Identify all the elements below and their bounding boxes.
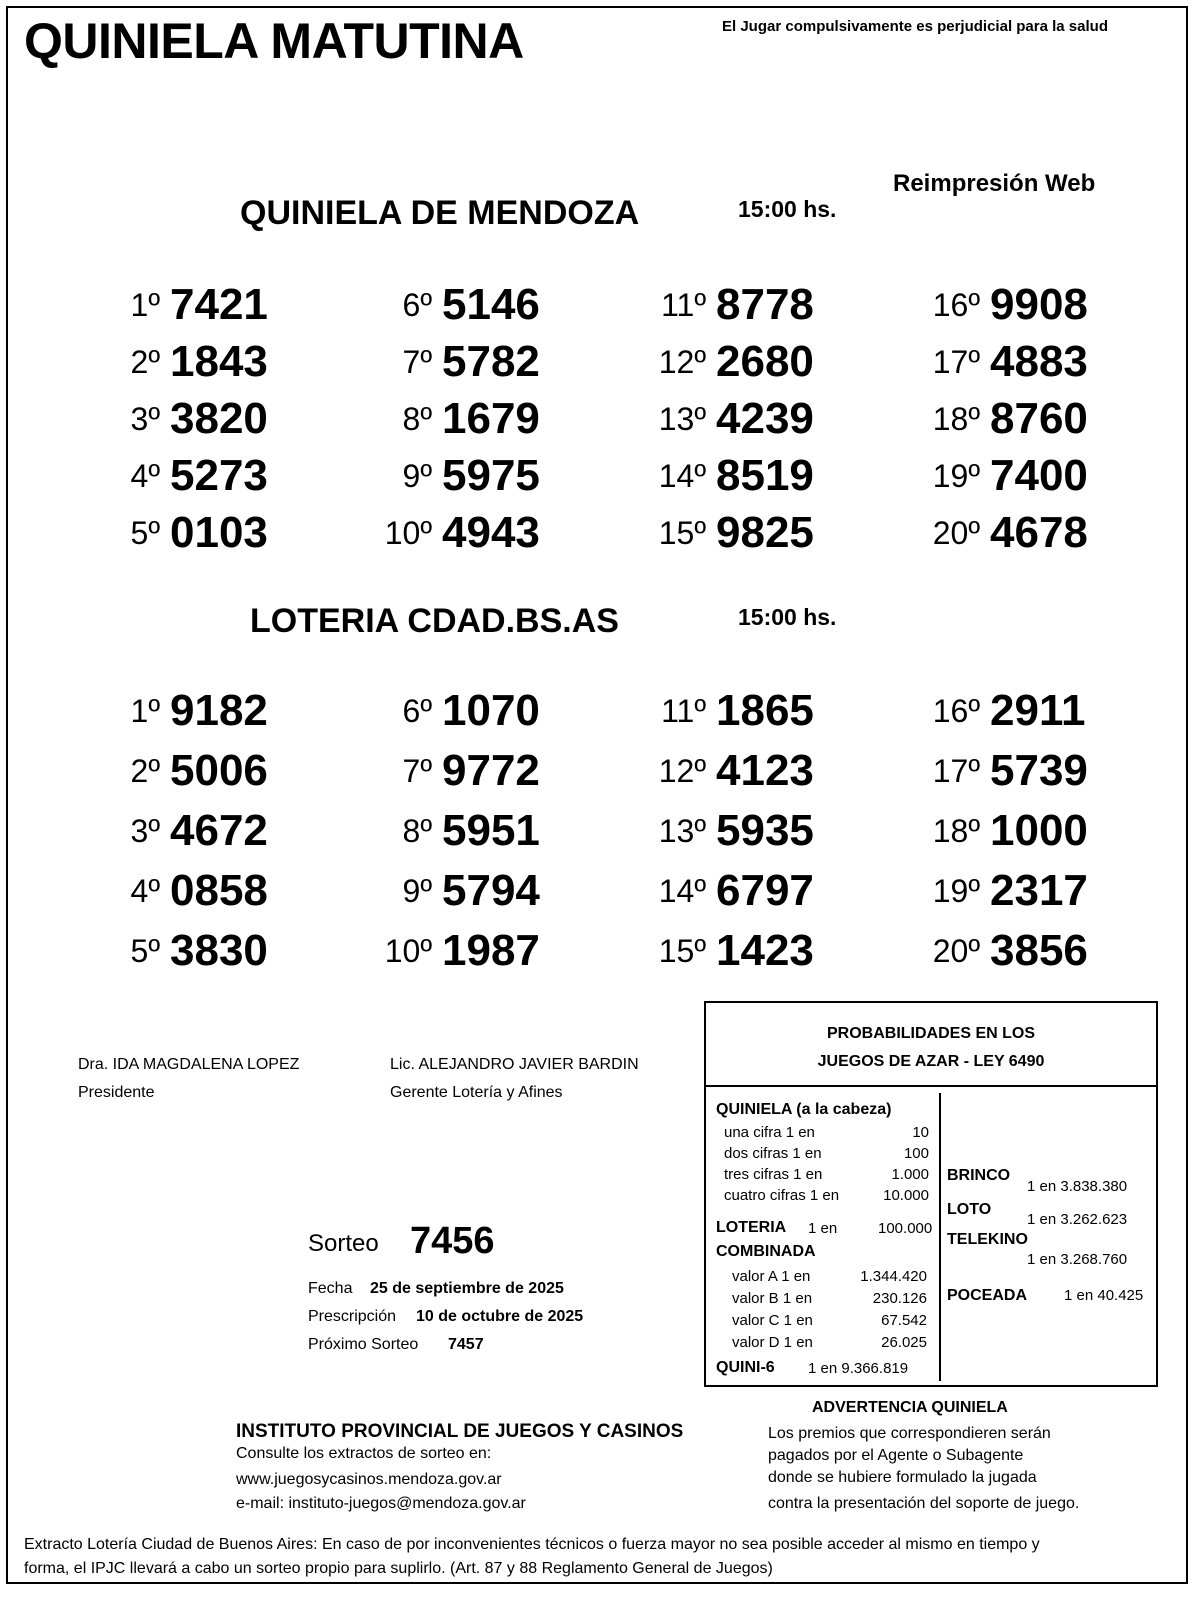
prob-row-label: valor B 1 en bbox=[732, 1290, 813, 1307]
brinco-prob-label: BRINCO bbox=[947, 1167, 1011, 1184]
main-title: QUINIELA MATUTINA bbox=[24, 13, 524, 69]
result-position: 17º bbox=[932, 344, 980, 380]
prob-row-value: 10 bbox=[912, 1124, 929, 1141]
result-number: 3830 bbox=[170, 926, 268, 975]
result-number: 4672 bbox=[170, 806, 268, 855]
result-cell bbox=[620, 678, 860, 736]
prob-row-label: dos cifras 1 en bbox=[724, 1145, 822, 1162]
prob-row-label: valor D 1 en bbox=[732, 1334, 813, 1351]
brinco-prob-value: 1 en 3.838.380 bbox=[1027, 1178, 1128, 1195]
result-number: 2911 bbox=[990, 686, 1086, 735]
result-position: 13º bbox=[658, 813, 706, 849]
result-number: 4883 bbox=[990, 337, 1088, 386]
result-number: 4943 bbox=[442, 508, 540, 557]
result-position: 10º bbox=[384, 515, 432, 551]
telekino-prob-value: 1 en 3.268.760 bbox=[1027, 1251, 1128, 1268]
result-cell bbox=[894, 500, 1134, 558]
result-position: 19º bbox=[932, 873, 980, 909]
result-position: 20º bbox=[932, 515, 980, 551]
advertencia-line-4: contra la presentación del soporte de juego. bbox=[768, 1495, 1080, 1512]
prob-row-label: una cifra 1 en bbox=[724, 1124, 815, 1141]
loto-prob-label: LOTO bbox=[947, 1201, 992, 1218]
result-number: 8778 bbox=[716, 280, 814, 329]
result-number: 2317 bbox=[990, 866, 1088, 915]
proximo-sorteo-label: Próximo Sorteo bbox=[308, 1336, 419, 1353]
result-number: 6797 bbox=[716, 866, 814, 915]
prob-row-value: 100 bbox=[903, 1145, 929, 1162]
quiniela-prob-title: QUINIELA (a la cabeza) bbox=[716, 1101, 892, 1118]
result-position: 4º bbox=[130, 458, 160, 494]
result-cell bbox=[894, 678, 1134, 736]
result-number: 9772 bbox=[442, 746, 540, 795]
result-cell bbox=[74, 678, 314, 736]
result-position: 6º bbox=[402, 693, 432, 729]
result-number: 8519 bbox=[716, 451, 814, 500]
result-number: 9825 bbox=[716, 508, 814, 557]
section-title-loteria-cdad: LOTERIA CDAD.BS.AS bbox=[250, 602, 619, 640]
prescripcion-value: 10 de octubre de 2025 bbox=[416, 1308, 584, 1325]
result-position: 8º bbox=[402, 813, 432, 849]
result-cell bbox=[74, 500, 314, 558]
loto-prob-value: 1 en 3.262.623 bbox=[1027, 1211, 1128, 1228]
result-position: 11º bbox=[661, 287, 706, 323]
result-cell bbox=[346, 443, 586, 501]
section-time-mendoza: 15:00 hs. bbox=[738, 196, 837, 222]
institute-consult-text: Consulte los extractos de sorteo en: bbox=[236, 1445, 492, 1462]
probabilities-column-divider bbox=[939, 1093, 941, 1381]
result-cell bbox=[894, 443, 1134, 501]
result-position: 18º bbox=[932, 401, 980, 437]
result-cell bbox=[620, 918, 860, 976]
result-number: 1000 bbox=[990, 806, 1088, 855]
result-cell bbox=[894, 272, 1134, 330]
result-number: 1423 bbox=[716, 926, 814, 975]
result-position: 9º bbox=[402, 458, 432, 494]
institute-email-link[interactable]: e-mail: instituto-juegos@mendoza.gov.ar bbox=[236, 1495, 526, 1512]
result-cell bbox=[620, 858, 860, 916]
result-number: 5975 bbox=[442, 451, 540, 500]
result-cell bbox=[346, 500, 586, 558]
result-cell bbox=[894, 738, 1134, 796]
result-position: 2º bbox=[130, 344, 160, 380]
result-position: 10º bbox=[384, 933, 432, 969]
result-number: 1865 bbox=[716, 686, 814, 735]
result-cell bbox=[620, 798, 860, 856]
result-cell bbox=[74, 858, 314, 916]
result-number: 7421 bbox=[170, 280, 268, 329]
sorteo-number: 7456 bbox=[410, 1220, 495, 1262]
result-position: 13º bbox=[658, 401, 706, 437]
result-position: 12º bbox=[658, 344, 706, 380]
loteria-prob-en: 1 en bbox=[808, 1220, 838, 1237]
probabilities-title-line1: PROBABILIDADES EN LOS bbox=[826, 1025, 1035, 1042]
advertencia-line-2: pagados por el Agente o Subagente bbox=[768, 1447, 1024, 1464]
sorteo-label: Sorteo bbox=[308, 1230, 379, 1257]
result-position: 1º bbox=[130, 693, 160, 729]
result-position: 16º bbox=[932, 287, 980, 323]
result-number: 5782 bbox=[442, 337, 540, 386]
section-time-loteria-cdad: 15:00 hs. bbox=[738, 604, 837, 630]
result-position: 16º bbox=[932, 693, 980, 729]
result-position: 20º bbox=[932, 933, 980, 969]
result-cell bbox=[74, 329, 314, 387]
prob-row-value: 10.000 bbox=[883, 1187, 929, 1204]
result-number: 1843 bbox=[170, 337, 268, 386]
prob-row-label: cuatro cifras 1 en bbox=[724, 1187, 840, 1204]
result-cell bbox=[620, 329, 860, 387]
result-cell bbox=[620, 272, 860, 330]
result-position: 8º bbox=[402, 401, 432, 437]
result-cell bbox=[74, 918, 314, 976]
result-number: 3856 bbox=[990, 926, 1088, 975]
combinada-prob-label: COMBINADA bbox=[716, 1243, 816, 1260]
result-cell bbox=[346, 272, 586, 330]
result-cell bbox=[894, 918, 1134, 976]
result-position: 7º bbox=[402, 344, 432, 380]
result-cell bbox=[74, 272, 314, 330]
result-position: 12º bbox=[658, 753, 706, 789]
result-position: 14º bbox=[658, 873, 706, 909]
prob-row-value: 230.126 bbox=[872, 1290, 927, 1307]
result-cell bbox=[346, 858, 586, 916]
result-position: 11º bbox=[661, 693, 706, 729]
probabilities-title-line2: JUEGOS DE AZAR - LEY 6490 bbox=[817, 1053, 1045, 1070]
signature-role-president: Presidente bbox=[78, 1084, 155, 1101]
result-position: 4º bbox=[130, 873, 160, 909]
result-cell bbox=[346, 386, 586, 444]
result-number: 9908 bbox=[990, 280, 1088, 329]
health-warning: El Jugar compulsivamente es perjudicial para la salud bbox=[722, 18, 1108, 35]
result-number: 5273 bbox=[170, 451, 268, 500]
prob-row-label: tres cifras 1 en bbox=[724, 1166, 823, 1183]
result-number: 4678 bbox=[990, 508, 1088, 557]
result-number: 9182 bbox=[170, 686, 268, 735]
result-cell bbox=[894, 798, 1134, 856]
result-cell bbox=[620, 500, 860, 558]
result-cell bbox=[74, 386, 314, 444]
footer-line-1: Extracto Lotería Ciudad de Buenos Aires: En caso de por inconvenientes técnicos o fuerza mayor no sea posible acceder al mismo en tiempo y bbox=[24, 1536, 1040, 1553]
telekino-prob-label: TELEKINO bbox=[947, 1231, 1028, 1248]
result-number: 1987 bbox=[442, 926, 540, 975]
prob-row-label: valor C 1 en bbox=[732, 1312, 813, 1329]
loteria-prob-label: LOTERIA bbox=[716, 1219, 787, 1236]
result-cell bbox=[620, 443, 860, 501]
result-position: 3º bbox=[130, 813, 160, 849]
prob-row-value: 26.025 bbox=[881, 1334, 927, 1351]
result-cell bbox=[894, 386, 1134, 444]
result-position: 5º bbox=[130, 933, 160, 969]
prob-row-value: 1.344.420 bbox=[860, 1268, 927, 1285]
result-position: 17º bbox=[932, 753, 980, 789]
quini6-prob-label: QUINI-6 bbox=[716, 1359, 775, 1376]
result-position: 14º bbox=[658, 458, 706, 494]
prob-row-value: 67.542 bbox=[881, 1312, 927, 1329]
advertencia-line-1: Los premios que correspondieren serán bbox=[768, 1425, 1051, 1442]
result-cell bbox=[894, 858, 1134, 916]
result-cell bbox=[346, 798, 586, 856]
result-position: 18º bbox=[932, 813, 980, 849]
signature-name-president: Dra. IDA MAGDALENA LOPEZ bbox=[78, 1056, 300, 1073]
result-number: 2680 bbox=[716, 337, 814, 386]
result-number: 1070 bbox=[442, 686, 540, 735]
result-position: 6º bbox=[402, 287, 432, 323]
fecha-value: 25 de septiembre de 2025 bbox=[370, 1280, 564, 1297]
result-cell bbox=[74, 798, 314, 856]
poceada-prob-value: 1 en 40.425 bbox=[1064, 1287, 1144, 1304]
result-position: 2º bbox=[130, 753, 160, 789]
result-cell bbox=[346, 738, 586, 796]
loteria-prob-value: 100.000 bbox=[878, 1220, 933, 1237]
result-cell bbox=[74, 443, 314, 501]
result-cell bbox=[346, 918, 586, 976]
fecha-label: Fecha bbox=[308, 1280, 353, 1297]
prescripcion-label: Prescripción bbox=[308, 1308, 397, 1325]
result-position: 3º bbox=[130, 401, 160, 437]
result-position: 1º bbox=[130, 287, 160, 323]
result-number: 5951 bbox=[442, 806, 540, 855]
result-cell bbox=[346, 678, 586, 736]
result-number: 5006 bbox=[170, 746, 268, 795]
section-title-mendoza: QUINIELA DE MENDOZA bbox=[240, 194, 640, 232]
institute-website-link[interactable]: www.juegosycasinos.mendoza.gov.ar bbox=[236, 1471, 502, 1488]
result-number: 4239 bbox=[716, 394, 814, 443]
result-number: 7400 bbox=[990, 451, 1088, 500]
poceada-prob-label: POCEADA bbox=[947, 1287, 1028, 1304]
result-number: 5794 bbox=[442, 866, 540, 915]
result-position: 9º bbox=[402, 873, 432, 909]
result-number: 5146 bbox=[442, 280, 540, 329]
result-number: 5739 bbox=[990, 746, 1088, 795]
result-cell bbox=[74, 738, 314, 796]
probabilities-header-divider bbox=[706, 1085, 1156, 1087]
prob-row-value: 1.000 bbox=[891, 1166, 929, 1183]
result-cell bbox=[620, 386, 860, 444]
quini6-prob-value: 1 en 9.366.819 bbox=[808, 1360, 909, 1377]
result-number: 1679 bbox=[442, 394, 540, 443]
result-position: 5º bbox=[130, 515, 160, 551]
result-number: 3820 bbox=[170, 394, 268, 443]
result-cell bbox=[346, 329, 586, 387]
result-number: 4123 bbox=[716, 746, 814, 795]
proximo-sorteo-value: 7457 bbox=[448, 1336, 484, 1353]
signature-role-manager: Gerente Lotería y Afines bbox=[390, 1084, 563, 1101]
footer-line-2: forma, el IPJC llevará a cabo un sorteo propio para suplirlo. (Art. 87 y 88 Reglamento General de Juegos) bbox=[24, 1560, 773, 1577]
result-position: 15º bbox=[658, 515, 706, 551]
result-cell bbox=[620, 738, 860, 796]
result-cell bbox=[894, 329, 1134, 387]
probabilities-box bbox=[704, 1001, 1158, 1387]
result-number: 0858 bbox=[170, 866, 268, 915]
result-position: 19º bbox=[932, 458, 980, 494]
result-number: 8760 bbox=[990, 394, 1088, 443]
institute-title: INSTITUTO PROVINCIAL DE JUEGOS Y CASINOS bbox=[236, 1421, 684, 1442]
advertencia-line-3: donde se hubiere formulado la jugada bbox=[768, 1469, 1037, 1486]
reprint-label: Reimpresión Web bbox=[893, 170, 1096, 197]
result-number: 0103 bbox=[170, 508, 268, 557]
signature-name-manager: Lic. ALEJANDRO JAVIER BARDIN bbox=[390, 1056, 639, 1073]
advertencia-title: ADVERTENCIA QUINIELA bbox=[812, 1399, 1008, 1416]
result-position: 7º bbox=[402, 753, 432, 789]
result-position: 15º bbox=[658, 933, 706, 969]
result-number: 5935 bbox=[716, 806, 814, 855]
prob-row-label: valor A 1 en bbox=[732, 1268, 811, 1285]
